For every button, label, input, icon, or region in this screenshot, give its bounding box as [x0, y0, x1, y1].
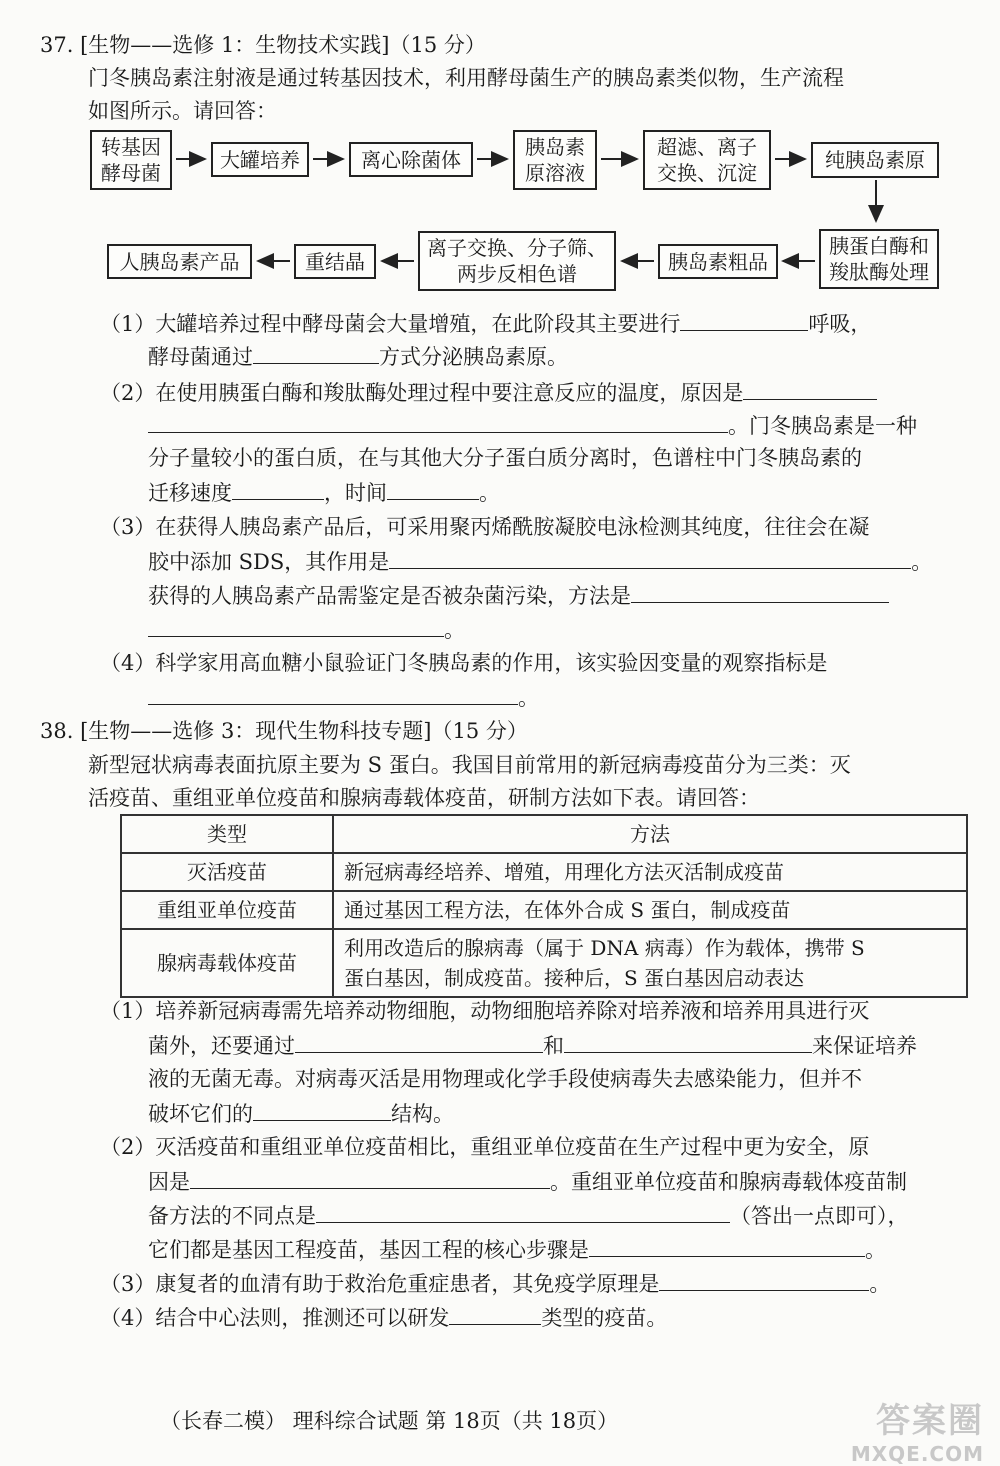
q38-part1-line2: 菌外，还要通过 和 来保证培养	[148, 1030, 917, 1061]
answer-blank[interactable]	[148, 410, 728, 433]
answer-blank[interactable]	[232, 477, 324, 500]
page-footer: （长春二模） 理科综合试题 第 18页（共 18页）	[160, 1409, 619, 1433]
q37-part1-line1: （1）大罐培养过程中酵母菌会大量增殖，在此阶段其主要进行 呼吸，	[100, 308, 871, 339]
flow-node-transgenic-yeast: 转基因 酵母菌	[90, 130, 172, 190]
q37-part3-line4: 。	[148, 614, 465, 645]
q38-part2-line3: 备方法的不同点是 （答出一点即可），	[148, 1200, 909, 1231]
q37-part2-line4: 迁移速度 ，时间 。	[148, 477, 500, 508]
q38-part1-line4: 破坏它们的 结构。	[148, 1098, 454, 1129]
q38-part4-line1: （4）结合中心法则，推测还可以研发 类型的疫苗。	[100, 1302, 667, 1333]
q37-intro-line2: 如图所示。请回答：	[88, 99, 277, 123]
table-cell-type: 重组亚单位疫苗	[121, 891, 333, 929]
q37-part3-line2: 胶中添加 SDS，其作用是 。	[148, 546, 932, 577]
answer-blank[interactable]	[295, 1030, 543, 1053]
answer-blank[interactable]	[631, 580, 889, 603]
flow-node-pure-proinsulin: 纯胰岛素原	[811, 142, 939, 178]
flow-node-centrifuge: 离心除菌体	[349, 142, 473, 177]
answer-blank[interactable]	[190, 1166, 550, 1189]
table-row	[121, 853, 967, 891]
table-header-type: 类型	[121, 815, 333, 853]
answer-blank[interactable]	[389, 546, 911, 569]
q38-part2-line1: （2）灭活疫苗和重组亚单位疫苗相比，重组亚单位疫苗在生产过程中更为安全，原	[100, 1135, 870, 1159]
answer-blank[interactable]	[680, 308, 808, 331]
table-cell-method: 新冠病毒经培养、增殖，用理化方法灭活制成疫苗	[333, 853, 967, 891]
table-header-method: 方法	[333, 815, 967, 853]
q38-part1-line3: 液的无菌无毒。对病毒灭活是用物理或化学手段使病毒失去感染能力，但并不	[148, 1067, 862, 1091]
q38-intro-line2: 活疫苗、重组亚单位疫苗和腺病毒载体疫苗，研制方法如下表。请回答：	[88, 786, 760, 810]
q37-part3-line3: 获得的人胰岛素产品需鉴定是否被杂菌污染，方法是	[148, 580, 889, 611]
flow-node-crude-insulin: 胰岛素粗品	[658, 244, 778, 279]
q37-part4-line1: （4）科学家用高血糖小鼠验证门冬胰岛素的作用，该实验因变量的观察指标是	[100, 651, 828, 675]
q37-part3-line1: （3）在获得人胰岛素产品后，可采用聚丙烯酰胺凝胶电泳检测其纯度，往往会在凝	[100, 515, 870, 539]
q37-intro-line1: 门冬胰岛素注射液是通过转基因技术，利用酵母菌生产的胰岛素类似物，生产流程	[88, 66, 844, 90]
answer-blank[interactable]	[316, 1200, 730, 1223]
flow-node-enzyme-treatment: 胰蛋白酶和 羧肽酶处理	[819, 229, 939, 289]
q37-part2-line1: （2）在使用胰蛋白酶和羧肽酶处理过程中要注意反应的温度，原因是	[100, 377, 877, 408]
watermark-text: 答案圈	[876, 1401, 984, 1441]
answer-blank[interactable]	[253, 1098, 391, 1121]
q38-header: 38. [生物——选修 3：现代生物科技专题]（15 分）	[40, 719, 528, 743]
table-row	[121, 891, 967, 929]
answer-blank[interactable]	[148, 614, 444, 637]
watermark-url: MXQE.COM	[850, 1442, 984, 1466]
q37-part4-line2: 。	[148, 682, 539, 713]
table-cell-type: 腺病毒载体疫苗	[121, 929, 333, 997]
flow-node-recrystallization: 重结晶	[294, 244, 376, 279]
answer-blank[interactable]	[449, 1302, 541, 1325]
answer-blank[interactable]	[148, 682, 518, 705]
table-header-row	[121, 815, 967, 853]
answer-blank[interactable]	[659, 1268, 869, 1291]
q38-part2-line4: 它们都是基因工程疫苗，基因工程的核心步骤是 。	[148, 1234, 886, 1265]
table-cell-type: 灭活疫苗	[121, 853, 333, 891]
flow-node-tank-culture: 大罐培养	[211, 142, 309, 177]
table-row	[121, 929, 967, 997]
q37-part2-line2: 。门冬胰岛素是一种	[148, 410, 917, 441]
flow-node-ultrafiltration: 超滤、离子 交换、沉淀	[643, 130, 771, 190]
flow-node-ion-exchange: 离子交换、分子筛、 两步反相色谱	[418, 231, 616, 291]
q38-part2-line2: 因是 。重组亚单位疫苗和腺病毒载体疫苗制	[148, 1166, 907, 1197]
table-cell-method: 利用改造后的腺病毒（属于 DNA 病毒）作为载体，携带 S 蛋白基因，制成疫苗。接种后，S 蛋白基因启动表达	[333, 929, 967, 997]
q37-part2-line3: 分子量较小的蛋白质，在与其他大分子蛋白质分离时，色谱柱中门冬胰岛素的	[148, 446, 862, 470]
table-cell-method: 通过基因工程方法，在体外合成 S 蛋白，制成疫苗	[333, 891, 967, 929]
q38-part3-line1: （3）康复者的血清有助于救治危重症患者，其免疫学原理是 。	[100, 1268, 890, 1299]
q37-part1-line2: 酵母菌通过 方式分泌胰岛素原。	[148, 341, 568, 372]
answer-blank[interactable]	[743, 377, 877, 400]
answer-blank[interactable]	[564, 1030, 812, 1053]
flow-node-human-insulin-product: 人胰岛素产品	[107, 244, 252, 279]
flow-node-proinsulin-solution: 胰岛素 原溶液	[513, 130, 597, 190]
answer-blank[interactable]	[589, 1234, 865, 1257]
answer-blank[interactable]	[253, 341, 379, 364]
vaccine-table	[120, 814, 968, 998]
q38-intro-line1: 新型冠状病毒表面抗原主要为 S 蛋白。我国目前常用的新冠病毒疫苗分为三类：灭	[88, 753, 851, 777]
q38-part1-line1: （1）培养新冠病毒需先培养动物细胞，动物细胞培养除对培养液和培养用具进行灭	[100, 999, 870, 1023]
answer-blank[interactable]	[387, 477, 479, 500]
watermark-logo	[794, 1393, 984, 1466]
q37-header: 37. [生物——选修 1：生物技术实践]（15 分）	[40, 33, 486, 57]
